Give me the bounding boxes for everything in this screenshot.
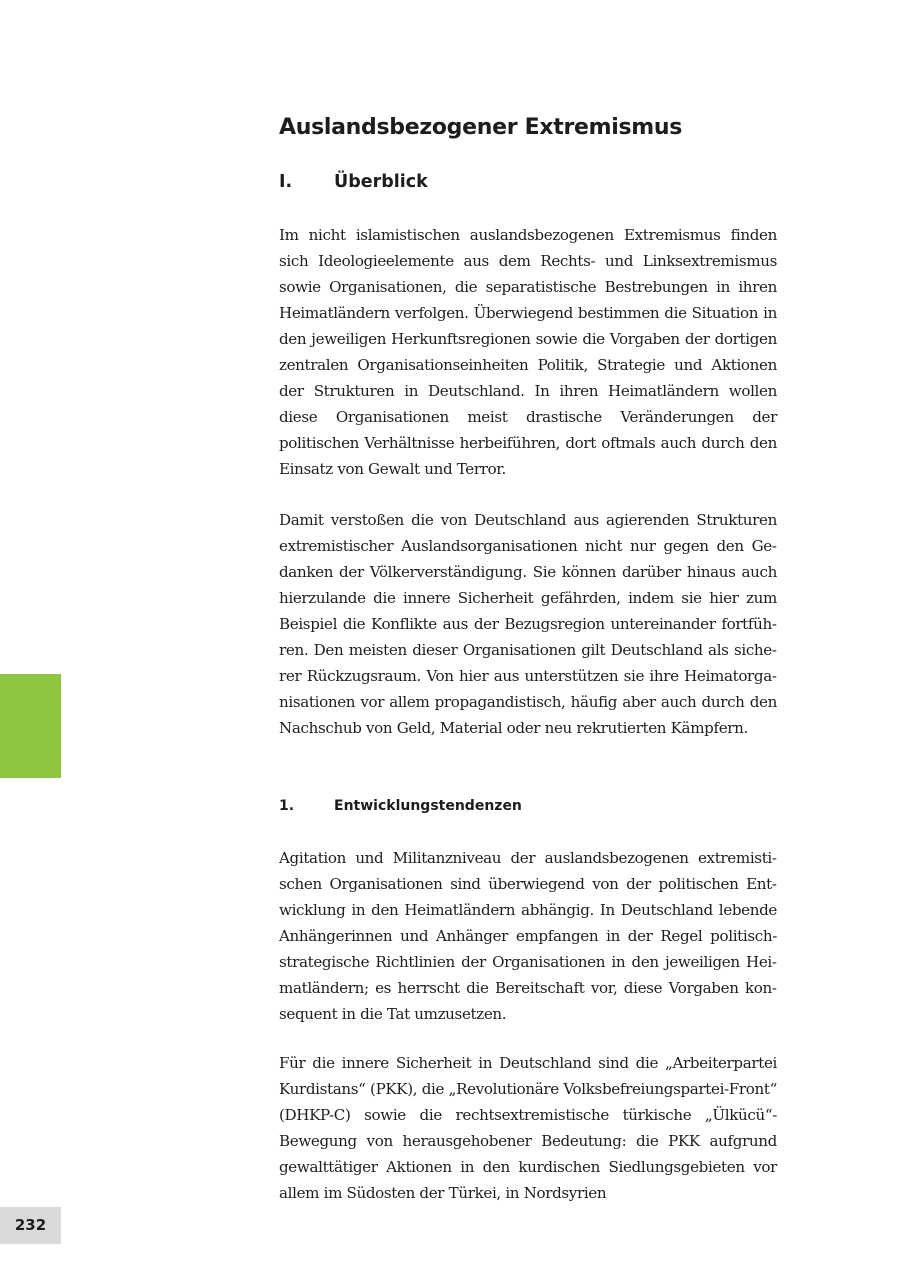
paragraph: Agitation und Militanzniveau der auslandsbezogenen extremistischen Organisationen sind überwiegend von der politischen Entwicklung in den Heimatländern abhängig. In Deutschland lebende Anhängerinnen und Anhänger empfangen in der Regel politisch-strategische Richtlinien der Organisationen in den jeweiligen Heimatländern; es herrscht die Bereitschaft vor, diese Vorgaben konsequent in die Tat umzusetzen.: [279, 849, 777, 1023]
subsection-number: 1.: [279, 798, 295, 814]
subsection-title: Entwicklungstendenzen: [334, 798, 522, 814]
subsection-heading: [279, 794, 522, 818]
chapter-heading: Auslandsbezogener Extremismus: [279, 115, 683, 140]
paragraph: Für die innere Sicherheit in Deutschland sind die „Arbeiterpartei Kurdistans“ (PKK), die „Revolutionäre Volksbefreiungspartei-Front“ (DHKP-C) sowie die rechtsextremistische türkische „Ülkücü“-Bewegung von herausgehobener Bedeutung: die PKK aufgrund gewalttätiger Aktionen in den kurdischen Siedlungsgebieten vor allem im Südosten der Türkei, in Nordsyrien: [279, 1054, 777, 1202]
chapter-color-tab: [0, 674, 61, 778]
section-number: I.: [279, 172, 293, 192]
paragraph: Im nicht islamistischen auslandsbezogenen Extremismus finden sich Ideologieelemente aus dem Rechts- und Linksextremismus sowie Organisationen, die separatistische Bestrebungen in ihren Heimatländern verfolgen. Überwiegend bestimmen die Situation in den jeweiligen Herkunftsregionen sowie die Vorgaben der dortigen zentralen Organisationseinheiten Politik, Strategie und Aktionen der Strukturen in Deutschland. In ihren Heimatländern wollen diese Organisationen meist drastische Veränderungen der politischen Verhältnisse herbeiführen, dort oftmals auch durch den Einsatz von Gewalt und Terror.: [279, 226, 777, 478]
section-title: Überblick: [334, 172, 428, 192]
paragraph: Damit verstoßen die von Deutschland aus agierenden Strukturen extremistischer Auslandsorganisationen nicht nur gegen den Gedanken der Völkerverständigung. Sie können darüber hinaus auch hierzulande die innere Sicherheit gefährden, indem sie hier zum Beispiel die Konflikte aus der Bezugsregion untereinander fortführen. Den meisten dieser Organisationen gilt Deutschland als sicherer Rückzugsraum. Von hier aus unterstützen sie ihre Heimatorganisationen vor allem propagandistisch, häufig aber auch durch den Nachschub von Geld, Material oder neu rekrutierten Kämpfern.: [279, 511, 777, 737]
page-number: 232: [0, 1207, 61, 1244]
section-heading: [279, 168, 428, 196]
